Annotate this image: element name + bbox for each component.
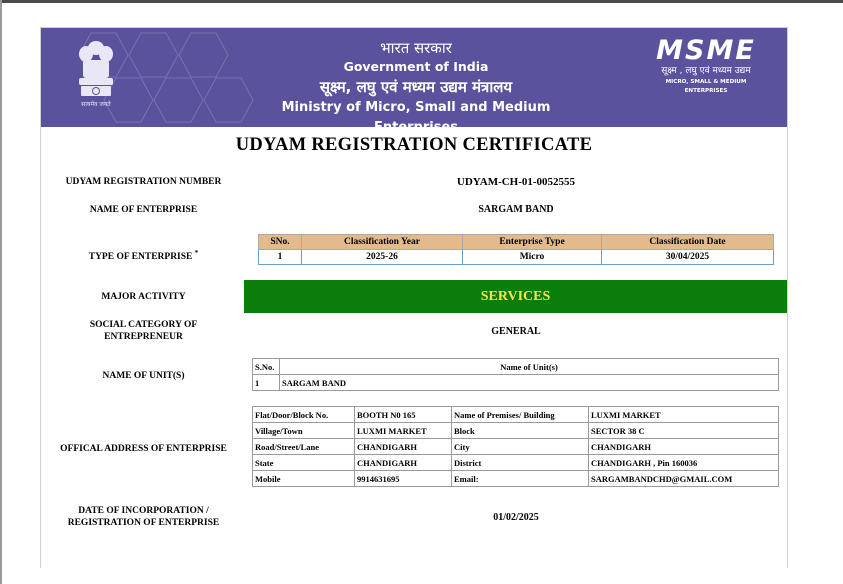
address-value-cell: BOOTH N0 165 [355,407,452,423]
window-left-border [0,0,2,584]
ministry-banner [41,28,787,135]
enterprise-type-label-text: TYPE OF ENTERPRISE [88,252,193,263]
col-date-header: Classification Date [602,235,774,250]
address-value-cell: SECTOR 38 C [589,423,779,439]
date-cell: 30/04/2025 [602,250,774,265]
table-row [253,423,779,439]
classification-table [258,234,774,265]
address-key-cell: Block [452,423,589,439]
table-row [253,375,779,391]
mobile-value-cell: 9914631695 [355,471,452,487]
social-category-value: GENERAL [491,326,541,337]
address-value-cell: CHANDIGARH [589,439,779,455]
address-key-cell: State [253,455,355,471]
address-key-cell: District [452,455,589,471]
address-value-cell: CHANDIGARH [355,455,452,471]
email-value-cell: SARGAMBANDCHD@GMAIL.COM [589,471,779,487]
emblem-motto: सत्यमेव जयते [81,101,111,108]
msme-english-text: MICRO, SMALL & MEDIUM ENTERPRISES [665,79,747,94]
units-sno-header: S.No. [253,359,280,375]
address-value-cell: CHANDIGARH , Pin 160036 [589,455,779,471]
units-header-row [253,359,779,375]
table-row [253,471,779,487]
sno-cell: 1 [259,250,302,265]
reg-number-label: UDYAM REGISTRATION NUMBER [65,177,222,187]
address-key-cell: Village/Town [253,423,355,439]
ministry-text: Ministry of Micro, Small and Medium Enterprises [281,100,551,135]
col-type-header: Enterprise Type [463,235,602,250]
unit-sno-cell: 1 [253,375,280,391]
address-key-cell: Name of Premises/ Building [452,407,589,423]
incorporation-date-label [41,505,246,529]
social-category-label-line1: SOCIAL CATEGORY OF [89,320,198,330]
hindi-government-text: भारत सरकार [380,39,452,57]
address-table [252,406,779,487]
table-row [253,439,779,455]
hindi-ministry-text: सूक्ष्म, लघु एवं मध्यम उद्यम मंत्रालय [319,78,513,96]
year-cell: 2025-26 [302,250,463,265]
col-year-header: Classification Year [302,235,463,250]
official-address-label: OFFICAL ADDRESS OF ENTERPRISE [60,444,227,454]
government-heading [241,38,591,138]
social-category-label [41,319,246,343]
msme-logo-text: MSME [656,35,756,66]
certificate-title: UDYAM REGISTRATION CERTIFICATE [235,135,593,155]
address-value-cell: LUXMI MARKET [355,423,452,439]
table-row [259,250,774,265]
address-key-cell: Email: [452,471,589,487]
social-category-label-line2: ENTREPRENEUR [104,332,183,342]
address-key-cell: City [452,439,589,455]
table-row [253,407,779,423]
incorporation-date-value: 01/02/2025 [493,512,539,523]
address-key-cell: Mobile [253,471,355,487]
reg-number-value: UDYAM-CH-01-0052555 [456,176,576,188]
incorporation-date-label-line2: REGISTRATION OF ENTERPRISE [67,518,220,528]
classification-header-row [259,235,774,250]
major-activity-label: MAJOR ACTIVITY [101,292,186,302]
enterprise-name-label: NAME OF ENTERPRISE [89,205,198,215]
certificate-page [40,27,788,568]
address-key-cell: Road/Street/Lane [253,439,355,455]
table-row [253,455,779,471]
col-sno-header: SNo. [259,235,302,250]
unit-names-label: NAME OF UNIT(S) [102,371,185,381]
enterprise-name-value: SARGAM BAND [478,204,554,215]
units-table [252,358,779,391]
unit-name-cell: SARGAM BAND [280,375,779,391]
required-mark: * [194,249,199,257]
government-text: Government of India [343,59,489,74]
incorporation-date-label-line1: DATE OF INCORPORATION / [78,506,209,516]
window-top-border [0,0,843,3]
msme-hindi-text: सूक्ष्म , लघु एवं मध्यम उद्यम [661,66,751,76]
address-value-cell: CHANDIGARH [355,439,452,455]
msme-logo [647,37,765,96]
type-cell: Micro [463,250,602,265]
address-key-cell: Flat/Door/Block No. [253,407,355,423]
units-name-header: Name of Unit(s) [280,359,779,375]
address-value-cell: LUXMI MARKET [589,407,779,423]
enterprise-type-label [41,247,246,263]
major-activity-value: SERVICES [244,280,787,313]
